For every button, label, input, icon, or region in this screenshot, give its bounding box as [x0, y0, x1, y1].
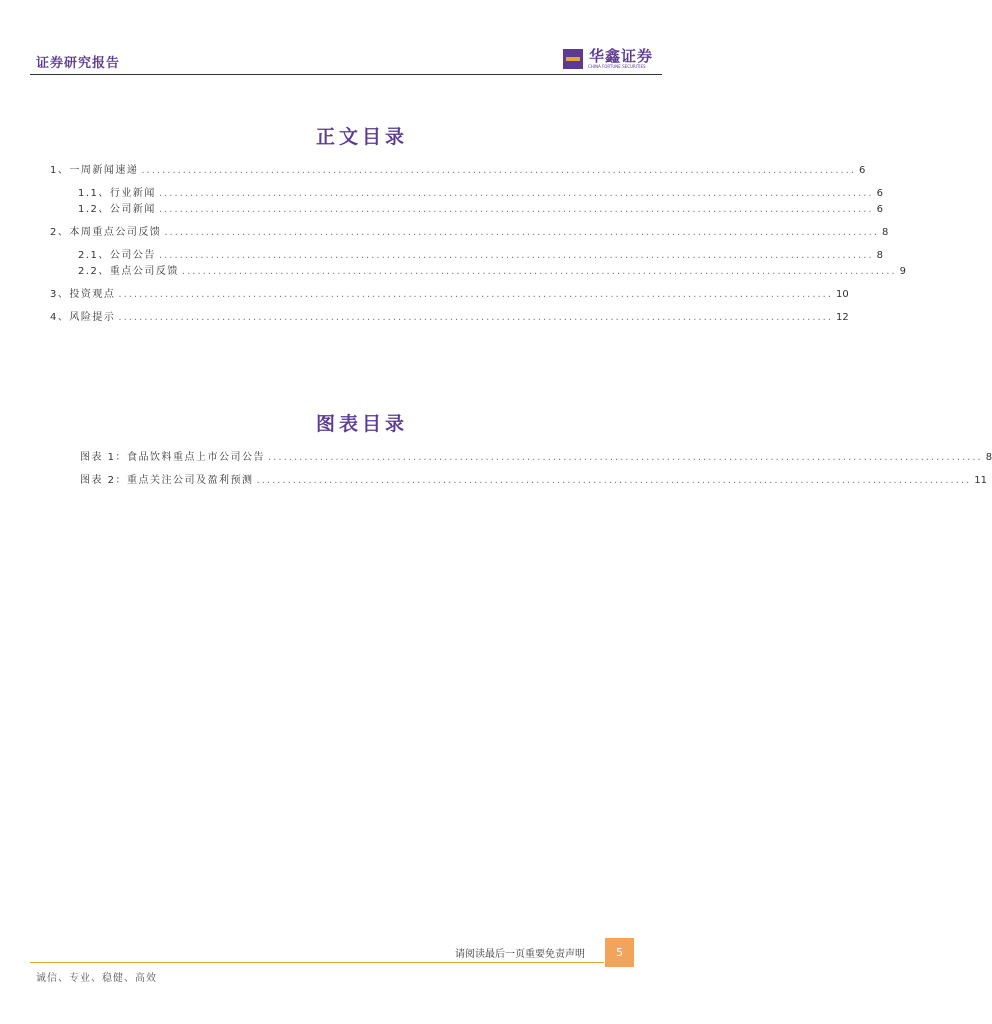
logo-mark-icon [563, 49, 583, 69]
toc-entry[interactable] [50, 308, 849, 323]
company-logo [563, 47, 661, 71]
toc-entry-page: 6 [859, 165, 866, 176]
toc-entry[interactable] [50, 161, 866, 176]
figure-toc-entry-page: 11 [974, 475, 987, 486]
toc-entry[interactable] [78, 200, 883, 215]
header-divider [30, 74, 662, 75]
toc-leader-dots: .......................................................................................................................................... [158, 204, 874, 215]
toc-entry-page: 6 [876, 204, 883, 215]
toc-leader-dots: .......................................................................................................................................... [158, 250, 874, 261]
figure-toc-entry[interactable] [80, 448, 992, 463]
toc-entry[interactable] [50, 223, 889, 238]
figure-toc-heading: 图表目录 [315, 413, 408, 435]
figure-toc-entry-page: 8 [985, 452, 992, 463]
report-type-label: 证券研究报告 [36, 56, 121, 71]
toc-leader-dots: .......................................................................................................................................... [164, 227, 880, 238]
toc-entry-label: 1.1、行业新闻 [78, 188, 156, 199]
toc-entry-page: 8 [882, 227, 889, 238]
toc-entry-label: 1、一周新闻速递 [50, 165, 139, 176]
toc-entry[interactable] [50, 285, 849, 300]
toc-entry-label: 3、投资观点 [50, 289, 116, 300]
toc-entry-label: 2、本周重点公司反馈 [50, 227, 162, 238]
toc-leader-dots: .......................................................................................................................................... [158, 188, 874, 199]
disclaimer-notice: 请阅读最后一页重要免责声明 [455, 949, 585, 960]
toc-entry-label: 2.2、重点公司反馈 [78, 266, 179, 277]
toc-entry-page: 10 [836, 289, 849, 300]
main-toc-heading: 正文目录 [315, 126, 408, 148]
toc-leader-dots: .......................................................................................................................................... [256, 475, 972, 486]
toc-entry-label: 1.2、公司新闻 [78, 204, 156, 215]
toc-entry-page: 12 [836, 312, 849, 323]
toc-leader-dots: .......................................................................................................................................... [141, 165, 857, 176]
toc-entry-label: 4、风险提示 [50, 312, 116, 323]
toc-leader-dots: .......................................................................................................................................... [268, 452, 983, 463]
page-number: 5 [605, 938, 634, 967]
toc-entry[interactable] [78, 262, 906, 277]
figure-toc-entry-label: 图表 1：食品饮料重点上市公司公告 [80, 452, 266, 463]
toc-entry-page: 8 [876, 250, 883, 261]
toc-leader-dots: .......................................................................................................................................... [181, 266, 897, 277]
company-motto: 诚信、专业、稳健、高效 [36, 973, 157, 984]
logo-name: 华鑫证券 [589, 47, 654, 65]
toc-leader-dots: .......................................................................................................................................... [118, 312, 834, 323]
toc-entry-page: 6 [876, 188, 883, 199]
figure-toc-entry-label: 图表 2：重点关注公司及盈利预测 [80, 475, 254, 486]
toc-entry[interactable] [78, 246, 883, 261]
toc-entry-page: 9 [899, 266, 906, 277]
toc-leader-dots: .......................................................................................................................................... [118, 289, 834, 300]
logo-subtitle: CHINA FORTUNE SECURITIES [588, 64, 646, 69]
toc-entry-label: 2.1、公司公告 [78, 250, 156, 261]
footer-divider [30, 962, 604, 963]
toc-entry[interactable] [78, 184, 883, 199]
figure-toc-entry[interactable] [80, 471, 987, 486]
